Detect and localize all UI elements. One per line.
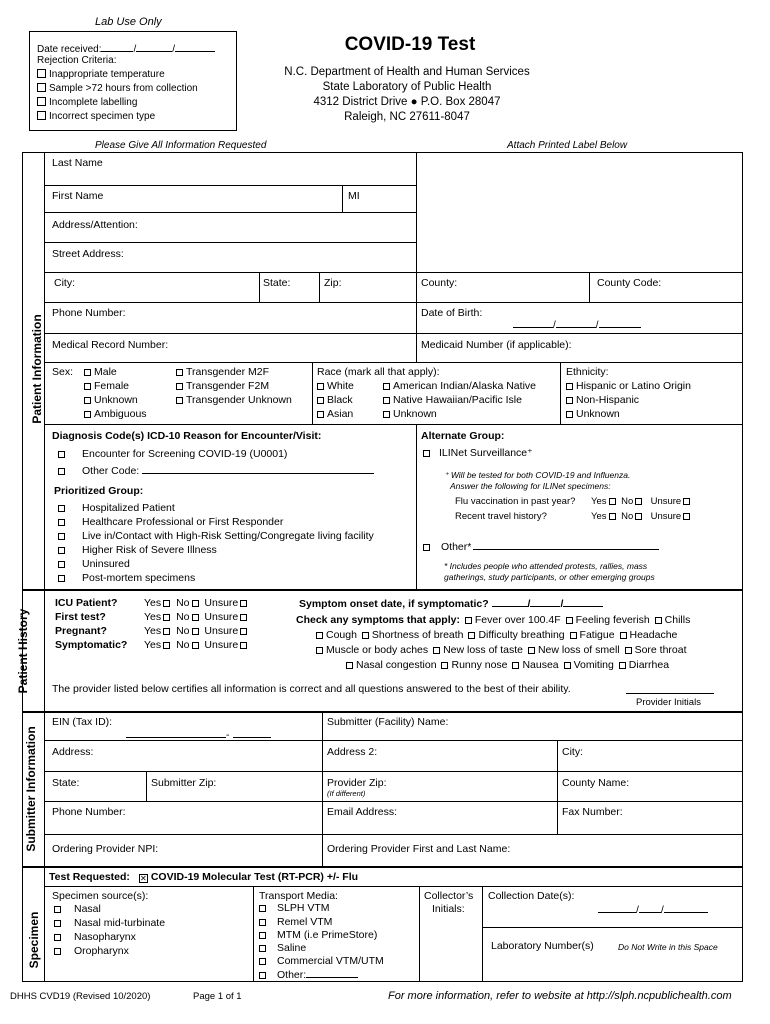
- collection-date-label: Collection Date(s):: [488, 890, 575, 902]
- dob-blanks[interactable]: / /: [513, 318, 641, 331]
- race-label: Race (mark all that apply):: [317, 366, 440, 378]
- medicaid-field[interactable]: Medicaid Number (if applicable):: [421, 339, 572, 351]
- transgender-option[interactable]: Transgender F2M: [174, 380, 269, 392]
- transport-media-option[interactable]: MTM (i.e PrimeStore): [257, 929, 377, 941]
- sex-option[interactable]: Unknown: [82, 394, 138, 406]
- specimen-source-option[interactable]: Nasal mid-turbinate: [52, 917, 165, 929]
- sex-option[interactable]: Male: [82, 366, 117, 378]
- fax-number-field[interactable]: Fax Number:: [562, 806, 623, 818]
- transport-media-option[interactable]: Saline: [257, 942, 306, 954]
- patient-history-side-label: Patient History: [16, 608, 30, 694]
- priority-option[interactable]: Higher Risk of Severe Illness: [56, 544, 217, 556]
- symptomatic-answers[interactable]: Yes No Unsure: [144, 639, 250, 651]
- street-address-field[interactable]: Street Address:: [52, 248, 124, 260]
- provider-initials-label: Provider Initials: [636, 697, 701, 708]
- transport-media-option[interactable]: SLPH VTM: [257, 902, 330, 914]
- checkbox-icon[interactable]: [37, 69, 46, 78]
- form-id: DHHS CVD19 (Revised 10/2020): [10, 991, 151, 1002]
- lab-number-label: Laboratory Number(s): [491, 940, 594, 952]
- other-group-note: * Includes people who attended protests, rallies, mass: [444, 561, 648, 571]
- flu-vaccination-question: Flu vaccination in past year?: [455, 496, 576, 507]
- checkbox-icon[interactable]: [37, 97, 46, 106]
- travel-history-answers[interactable]: Yes No Unsure: [591, 511, 693, 522]
- state-field[interactable]: State:: [263, 277, 291, 289]
- submitter-state-field[interactable]: State:: [52, 777, 80, 789]
- priority-option[interactable]: Live in/Contact with High-Risk Setting/Congregate living facility: [56, 530, 374, 542]
- transport-media-option[interactable]: Commercial VTM/UTM: [257, 955, 384, 967]
- do-not-write-note: Do Not Write in this Space: [618, 942, 718, 952]
- org-line-4: Raleigh, NC 27611-8047: [344, 111, 470, 123]
- lab-use-label: Lab Use Only: [95, 16, 162, 28]
- submitter-address2-field[interactable]: Address 2:: [327, 746, 378, 758]
- provider-zip-field[interactable]: Provider Zip:: [327, 777, 387, 789]
- address-attention-field[interactable]: Address/Attention:: [52, 219, 138, 231]
- attach-label-text: Attach Printed Label Below: [507, 140, 628, 151]
- specimen-side-label: Specimen: [27, 911, 41, 969]
- ethnicity-option[interactable]: Unknown: [564, 408, 620, 420]
- specimen-source-label: Specimen source(s):: [52, 890, 149, 902]
- icu-answers[interactable]: Yes No Unsure: [144, 597, 250, 609]
- email-address-field[interactable]: Email Address:: [327, 806, 398, 818]
- pregnant-question: Pregnant?: [55, 625, 107, 637]
- submitter-zip-field[interactable]: Submitter Zip:: [151, 777, 217, 789]
- page-title: COVID-19 Test: [344, 34, 476, 55]
- symptoms-row[interactable]: Nasal congestion Runny nose Nausea Vomiting Diarrhea: [344, 659, 669, 671]
- sex-option[interactable]: Female: [82, 380, 129, 392]
- priority-option[interactable]: Uninsured: [56, 558, 130, 570]
- rejection-item[interactable]: Incorrect specimen type: [37, 111, 155, 122]
- transport-media-other[interactable]: Other:: [257, 968, 358, 981]
- ilinet-option[interactable]: ILINet Surveillance⁺: [421, 447, 533, 459]
- facility-name-field[interactable]: Submitter (Facility) Name:: [327, 716, 449, 728]
- submitter-phone-field[interactable]: Phone Number:: [52, 806, 126, 818]
- mi-field[interactable]: MI: [348, 190, 360, 202]
- sex-label: Sex:: [52, 366, 74, 378]
- diagnosis-title: Diagnosis Code(s) ICD-10 Reason for Encounter/Visit:: [52, 430, 322, 442]
- rejection-criteria-label: Rejection Criteria:: [37, 55, 117, 66]
- race-option[interactable]: Black: [315, 394, 353, 406]
- medical-record-field[interactable]: Medical Record Number:: [52, 339, 169, 351]
- rejection-item[interactable]: Inappropriate temperature: [37, 69, 165, 80]
- race-option[interactable]: Unknown: [381, 408, 437, 420]
- org-line-2: State Laboratory of Public Health: [322, 81, 492, 93]
- provider-initials-field[interactable]: [626, 683, 714, 694]
- checkbox-icon[interactable]: [37, 111, 46, 120]
- county-code-field[interactable]: County Code:: [597, 277, 662, 289]
- pregnant-answers[interactable]: Yes No Unsure: [144, 625, 250, 637]
- collection-date-field[interactable]: / /: [598, 903, 708, 916]
- specimen-source-option[interactable]: Oropharynx: [52, 945, 129, 957]
- ethnicity-option[interactable]: Hispanic or Latino Origin: [564, 380, 691, 392]
- provider-certification: The provider listed below certifies all information is correct and all questions answered to the best of their ability.: [52, 683, 571, 695]
- transgender-option[interactable]: Transgender M2F: [174, 366, 269, 378]
- city-field[interactable]: City:: [54, 277, 75, 289]
- submitter-address-field[interactable]: Address:: [52, 746, 94, 758]
- race-option[interactable]: White: [315, 380, 354, 392]
- transgender-option[interactable]: Transgender Unknown: [174, 394, 292, 406]
- other-group-note: gatherings, study participants, or other emerging groups: [444, 572, 655, 582]
- ilinet-note: ⁺ Will be tested for both COVID-19 and Influenza.: [444, 470, 631, 480]
- specimen-source-option[interactable]: Nasal: [52, 903, 101, 915]
- specimen-source-option[interactable]: Nasopharynx: [52, 931, 136, 943]
- collector-initials-label: Collector’s: [424, 890, 474, 902]
- org-line-1: N.C. Department of Health and Human Services: [284, 66, 530, 78]
- icu-question: ICU Patient?: [55, 597, 118, 609]
- if-different-note: (If different): [327, 789, 366, 798]
- symptoms-row[interactable]: Check any symptoms that apply: Fever over 100.4F Feeling feverish Chills: [296, 614, 691, 626]
- race-option[interactable]: Native Hawaiian/Pacific Isle: [381, 394, 522, 406]
- county-name-field[interactable]: County Name:: [562, 777, 630, 789]
- county-field[interactable]: County:: [421, 277, 458, 289]
- symptoms-row[interactable]: Cough Shortness of breath Difficulty breathing Fatigue Headache: [314, 629, 677, 641]
- dob-field[interactable]: Date of Birth:: [421, 307, 483, 319]
- sex-option[interactable]: Ambiguous: [82, 408, 147, 420]
- date-received-label: Date received: / /: [37, 42, 215, 55]
- zip-field[interactable]: Zip:: [324, 277, 342, 289]
- priority-option[interactable]: Hospitalized Patient: [56, 502, 175, 514]
- provider-npi-field[interactable]: Ordering Provider NPI:: [52, 843, 159, 855]
- submitter-city-field[interactable]: City:: [562, 746, 583, 758]
- symptoms-row[interactable]: Muscle or body aches New loss of taste New loss of smell Sore throat: [314, 644, 687, 656]
- priority-option[interactable]: Post-mortem specimens: [56, 572, 195, 584]
- flu-vaccination-answers[interactable]: Yes No Unsure: [591, 496, 693, 507]
- prioritized-group-title: Prioritized Group:: [54, 485, 144, 497]
- ein-field[interactable]: EIN (Tax ID):: [52, 716, 113, 728]
- onset-date-field[interactable]: Symptom onset date, if symptomatic? / /: [299, 597, 603, 610]
- diagnosis-other-code[interactable]: Other Code:: [56, 464, 374, 477]
- rejection-item[interactable]: Incomplete labelling: [37, 97, 137, 108]
- first-test-answers[interactable]: Yes No Unsure: [144, 611, 250, 623]
- provider-name-field[interactable]: Ordering Provider First and Last Name:: [327, 843, 511, 855]
- ethnicity-label: Ethnicity:: [566, 366, 609, 378]
- patient-info-side-label: Patient Information: [30, 314, 44, 424]
- diagnosis-option[interactable]: Encounter for Screening COVID-19 (U0001): [56, 448, 287, 460]
- last-name-field[interactable]: Last Name: [52, 157, 103, 169]
- collector-initials-field[interactable]: [422, 914, 480, 974]
- other-group-option[interactable]: Other*: [421, 540, 659, 553]
- race-option[interactable]: American Indian/Alaska Native: [381, 380, 536, 392]
- priority-option[interactable]: Healthcare Professional or First Responder: [56, 516, 283, 528]
- alternate-group-title: Alternate Group:: [421, 430, 505, 442]
- ilinet-note: Answer the following for ILINet specimens:: [450, 481, 611, 491]
- checkbox-icon[interactable]: [37, 83, 46, 92]
- first-test-question: First test?: [55, 611, 106, 623]
- ein-blanks[interactable]: -: [126, 728, 271, 741]
- please-give-info-label: Please Give All Information Requested: [95, 140, 267, 151]
- first-name-field[interactable]: First Name: [52, 190, 104, 202]
- travel-history-question: Recent travel history?: [455, 511, 547, 522]
- rejection-item[interactable]: Sample >72 hours from collection: [37, 83, 198, 94]
- collector-initials-label: Initials:: [432, 903, 465, 915]
- checked-box-icon[interactable]: ✕: [139, 874, 147, 883]
- org-line-3: 4312 District Drive ● P.O. Box 28047: [313, 96, 501, 108]
- submitter-info-side-label: Submitter Information: [24, 726, 38, 852]
- ethnicity-option[interactable]: Non-Hispanic: [564, 394, 639, 406]
- symptomatic-question: Symptomatic?: [55, 639, 128, 651]
- transport-media-option[interactable]: Remel VTM: [257, 916, 332, 928]
- more-info-link[interactable]: For more information, refer to website at http://slph.ncpublichealth.com: [388, 990, 732, 1002]
- test-requested[interactable]: Test Requested: ✕ COVID-19 Molecular Test (RT-PCR) +/- Flu: [49, 871, 359, 883]
- transport-media-label: Transport Media:: [259, 890, 338, 902]
- race-option[interactable]: Asian: [315, 408, 353, 420]
- phone-number-field[interactable]: Phone Number:: [52, 307, 126, 319]
- page-number: Page 1 of 1: [193, 991, 242, 1002]
